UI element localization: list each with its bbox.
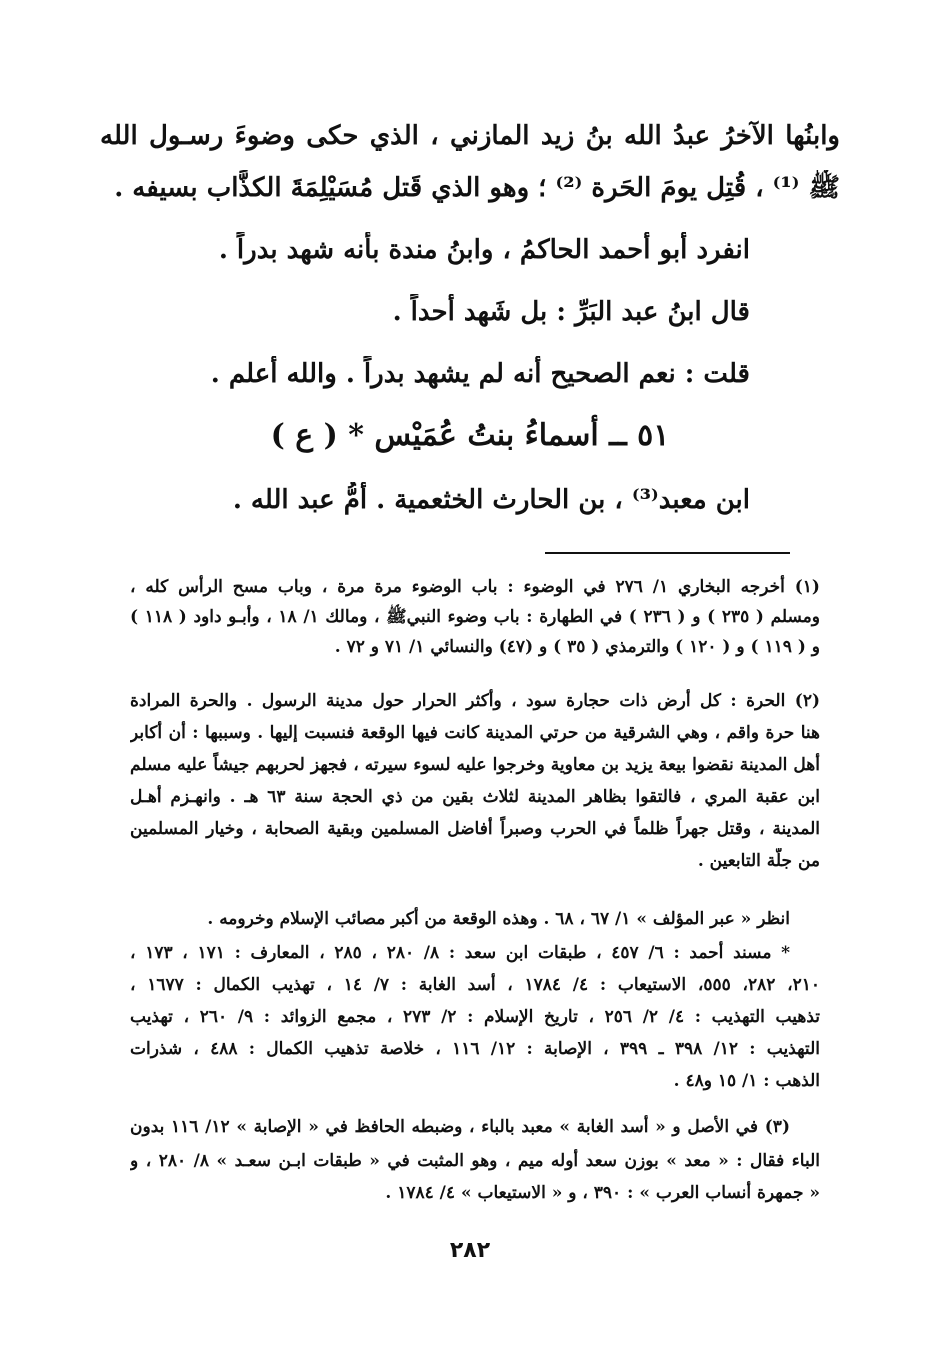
footnote-line: و ( ١١٩ ) و ( ١٢٠ ) والترمذي ( ٣٥ ) و (٤٧) والنسائي ١/ ٧١ و ٧٢ . bbox=[334, 637, 820, 657]
footnote-line: (١) أخرجه البخاري ١/ ٢٧٦ في الوضوء : باب الوضوء مرة مرة ، وباب مسح الرأس كله ، bbox=[130, 577, 820, 597]
sources-line: تذهيب التهذيب : ٤/ ٢/ ٢٥٦ ، تاريخ الإسلام : ٢/ ٢٧٣ ، مجمع الزوائد : ٩/ ٢٦٠ ، تهذيب bbox=[130, 1007, 820, 1027]
footnote-line: (٣) في الأصل و « أسد الغابة » معبد بالباء ، وضبطه الحافظ في « الإصابة » ١٢/ ١١٦ بدون bbox=[130, 1117, 790, 1137]
footnote-line: الباء فقال : « معد » بوزن سعد أوله ميم ، وهو المثبت في « طبقات ابـن سعـد » ٨/ ٢٨٠ ، و bbox=[130, 1151, 820, 1171]
main-text-line: ابن معبد⁽³⁾ ، بن الحارث الخثعمية . أُمُّ عبد الله . bbox=[232, 485, 750, 515]
main-text-line: انفرد أبو أحمد الحاكمُ ، وابنُ مندة بأنه شهد بدراً . bbox=[218, 235, 750, 265]
page-number: ٢٨٢ bbox=[449, 1238, 491, 1263]
footnote-line: أهل المدينة نقضوا بيعة يزيد بن معاوية وخرجوا عليه لسوء سيرته ، فجهز لحربهم جيشاً عليه مسلم bbox=[130, 755, 820, 775]
sources-line: ٢١٠، ٢٨٢، ٥٥٥، الاستيعاب : ٤/ ١٧٨٤ ، أسد الغابة : ٧/ ١٤ ، تهذيب الكمال : ١٦٧٧ ، bbox=[130, 975, 820, 995]
main-text-line: قلت : نعم الصحيح أنه لم يشهد بدراً . والله أعلم . bbox=[210, 359, 750, 389]
footnote-line: انظر « عبر المؤلف » ١/ ٦٧ ، ٦٨ . وهذه الوقعة من أكبر مصائب الإسلام وخرومه . bbox=[207, 909, 790, 929]
footnote-separator bbox=[545, 552, 790, 554]
sources-line: التهذيب : ١٢/ ٣٩٨ ـ ٣٩٩ ، الإصابة : ١٢/ ١١٦ ، خلاصة تذهيب الكمال : ٤٨٨ ، شذرات bbox=[130, 1039, 820, 1059]
main-text-line: وابنُها الآخرُ عبدُ الله بنُ زيد المازني ، الذي حكى وضوءَ رسـول الله bbox=[100, 121, 840, 151]
footnote-line: « جمهرة أنساب العرب » : ٣٩٠ ، و « الاستيعاب » ٤/ ١٧٨٤ . bbox=[385, 1183, 820, 1203]
footnote-line: هنا حرة واقم ، وهي الشرقية من حرتي المدينة كانت فيها الوقعة فنسبت إليها . وسببها : أن أكابر bbox=[130, 723, 820, 743]
footnote-line: (٢) الحرة : كل أرض ذات حجارة سود ، وأكثر الحرار حول مدينة الرسول . والحرة المرادة bbox=[130, 691, 820, 711]
sources-line: الذهب : ١/ ١٥ و٤٨ . bbox=[673, 1071, 820, 1091]
sources-line: * مسند أحمد : ٦/ ٤٥٧ ، طبقات ابن سعد : ٨/ ٢٨٠ ، ٢٨٥ ، المعارف : ١٧١ ، ١٧٣ ، bbox=[130, 943, 790, 963]
main-text-line: قال ابنُ عبد البَرِّ : بل شَهد أُحداً . bbox=[392, 297, 750, 327]
main-text-line: ﷺ ⁽¹⁾ ، قُتِل يومَ الحَرة ⁽²⁾ ؛ وهو الذي قَتل مُسَيْلِمَةَ الكذَّاب بسيفه . bbox=[114, 173, 840, 203]
footnote-line: ابن عقبة المري ، فالتقوا بظاهر المدينة لثلاث بقين من ذي الحجة سنة ٦٣ هـ . وانهـزم أهـل bbox=[130, 787, 820, 807]
footnote-line: ومسلم ( ٢٣٥ ) و ( ٢٣٦ ) في الطهارة : باب وضوء النبيﷺ ، ومالك ١/ ١٨ ، وأبـو داود ( ١١٨ ) bbox=[130, 607, 820, 627]
footnote-line: من جلَّة التابعين . bbox=[697, 851, 820, 871]
footnote-line: المدينة ، وقتل جهراً ظلماً في الحرب وصبراً أفاضل المسلمين وبقية الصحابة ، وخيار المسلمين bbox=[130, 819, 820, 839]
entry-heading: ٥١ ــ أسماءُ بنتُ عُمَيْس * ( ع ) bbox=[270, 418, 670, 453]
